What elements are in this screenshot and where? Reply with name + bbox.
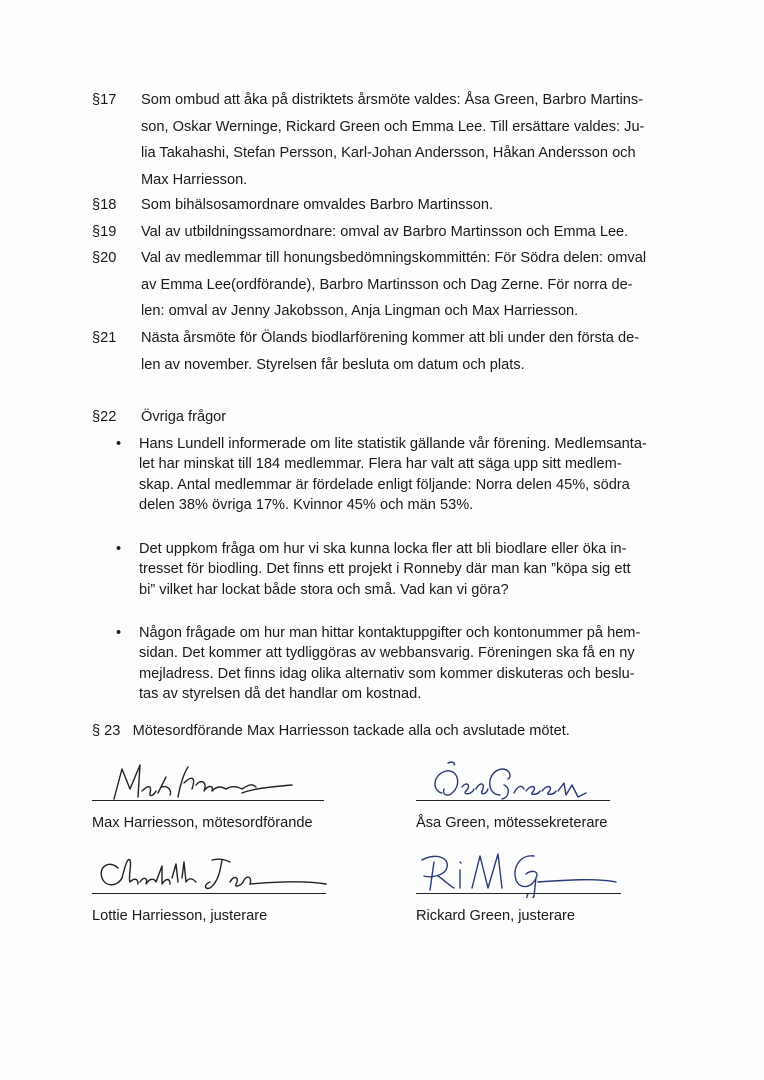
- signatory-name: Åsa Green, mötessekreterare: [416, 815, 608, 831]
- bullet-item: [116, 539, 686, 600]
- paragraph-19: [92, 219, 682, 246]
- handwritten-signature-icon: [416, 755, 656, 805]
- section-number: §17: [92, 92, 117, 108]
- handwritten-signature-icon: [92, 755, 332, 805]
- bullet-line: sidan. Det kommer att tydliggöras av webbansvarig. Föreningen ska få en ny: [139, 645, 635, 662]
- paragraph-line: len: omval av Jenny Jakobsson, Anja Lingman och Max Harriesson.: [141, 303, 579, 320]
- paragraph-line: Max Harriesson.: [141, 171, 248, 188]
- paragraph-line: Nästa årsmöte för Ölands biodlarförening kommer att bli under den första de-: [141, 330, 640, 346]
- bullet-line: Det uppkom fråga om hur vi ska kunna locka fler att bli biodlare eller öka in-: [139, 541, 627, 557]
- paragraph-23: [92, 721, 570, 741]
- paragraph-17: [92, 87, 682, 193]
- bullet-line: tresset för biodling. Det finns ett projekt i Ronneby där man kan ”köpa sig ett: [139, 561, 631, 578]
- bullet-item: [116, 434, 686, 515]
- signatory-name: Lottie Harriesson, justerare: [92, 908, 268, 924]
- bullet-line: Någon frågade om hur man hittar kontaktuppgifter och kontonummer på hem-: [139, 625, 641, 641]
- handwritten-signature-icon: [92, 848, 332, 898]
- paragraph-line: Som ombud att åka på distriktets årsmöte valdes: Åsa Green, Barbro Martins-: [141, 92, 644, 108]
- signature-block-adjuster-2: [416, 848, 656, 928]
- bullet-icon: •: [116, 625, 122, 641]
- signature-line: [92, 893, 326, 894]
- bullet-icon: •: [116, 436, 122, 452]
- closing-text: Mötesordförande Max Harriesson tackade alla och avslutade mötet.: [132, 723, 570, 739]
- paragraph-line: len av november. Styrelsen får besluta om datum och plats.: [141, 356, 525, 373]
- signatory-name: Max Harriesson, mötesordförande: [92, 815, 313, 831]
- paragraph-line: lia Takahashi, Stefan Persson, Karl-Johan Andersson, Håkan Andersson och: [141, 145, 636, 162]
- paragraph-line: son, Oskar Werninge, Rickard Green och Emma Lee. Till ersättare valdes: Ju-: [141, 118, 645, 135]
- section-number: §18: [92, 197, 117, 213]
- bullet-line: tas av styrelsen då det handlar om kostnad.: [139, 685, 422, 702]
- section-number: §21: [92, 330, 117, 346]
- signature-line: [92, 800, 324, 801]
- signature-line: [416, 893, 621, 894]
- bullet-line: Hans Lundell informerade om lite statistik gällande vår förening. Medlemsanta-: [139, 436, 647, 452]
- paragraph-line: Val av medlemmar till honungsbedömningskommittén: För Södra delen: omval: [141, 250, 647, 266]
- section-22-heading: [92, 407, 226, 427]
- paragraph-21: [92, 325, 682, 378]
- paragraph-line: Som bihälsosamordnare omvaldes Barbro Martinsson.: [141, 197, 494, 213]
- bullet-line: mejladress. Det finns idag olika alternativ som kommer diskuteras och beslu-: [139, 665, 635, 682]
- bullet-line: let har minskat till 184 medlemmar. Flera har valt att säga upp sitt medlem-: [139, 456, 622, 473]
- signature-block-secretary: [416, 755, 656, 835]
- section-number: §20: [92, 250, 117, 266]
- section-number: § 23: [92, 723, 121, 739]
- paragraph-20: [92, 245, 682, 325]
- signatory-name: Rickard Green, justerare: [416, 908, 575, 924]
- bullet-line: skap. Antal medlemmar är fördelade enligt följande: Norra delen 45%, södra: [139, 476, 630, 493]
- bullet-line: delen 38% övriga 17%. Kvinnor 45% och män 53%.: [139, 496, 474, 513]
- bullet-line: bi” vilket har lockat både stora och små. Vad kan vi göra?: [139, 581, 509, 598]
- signature-line: [416, 800, 610, 801]
- paragraph-line: Val av utbildningssamordnare: omval av Barbro Martinsson och Emma Lee.: [141, 224, 629, 240]
- handwritten-signature-icon: [416, 848, 656, 898]
- paragraph-line: av Emma Lee(ordförande), Barbro Martinsson och Dag Zerne. För norra de-: [141, 276, 633, 293]
- section-number: §19: [92, 224, 117, 240]
- section-number: §22: [92, 409, 117, 425]
- bullet-icon: •: [116, 541, 122, 557]
- bullet-item: [116, 623, 686, 704]
- paragraph-18: [92, 192, 682, 219]
- signature-block-adjuster-1: [92, 848, 332, 928]
- section-title: Övriga frågor: [141, 409, 227, 425]
- signature-block-chair: [92, 755, 332, 835]
